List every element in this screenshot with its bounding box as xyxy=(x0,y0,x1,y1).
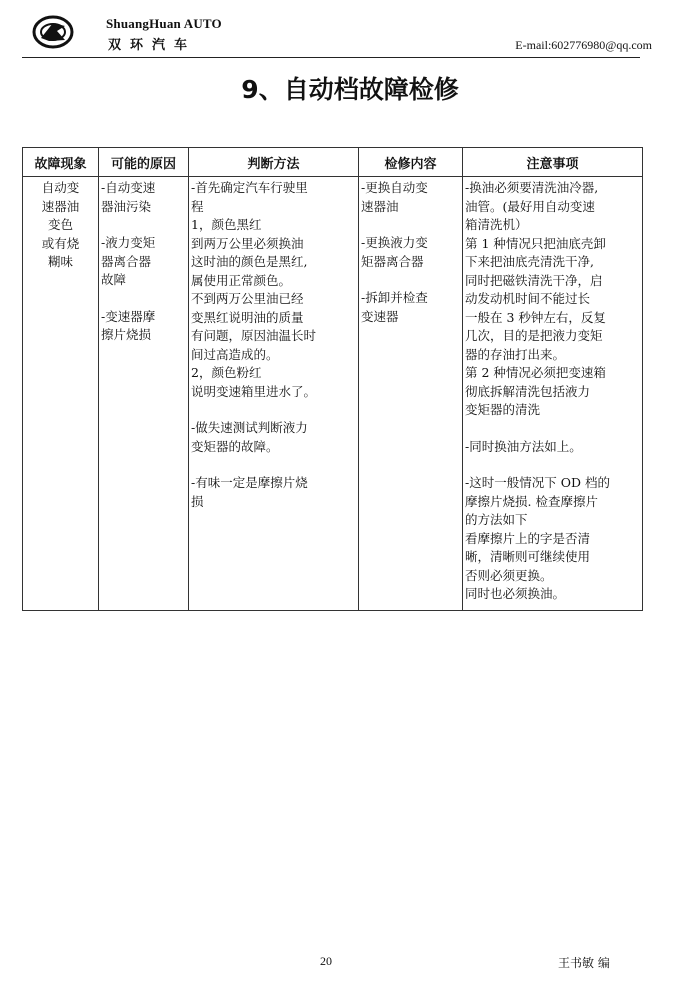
cause-line: 器油污染 xyxy=(101,198,152,214)
method-line: 变矩器的故障。 xyxy=(191,438,279,454)
cause-line: 器离合器 xyxy=(101,253,152,269)
symptom-line: 或有烧 xyxy=(41,235,80,251)
header-method: 判断方法 xyxy=(189,148,359,177)
method-line: 说明变速箱里进水了。 xyxy=(191,383,317,399)
repair-line: -更换自动变 xyxy=(361,180,428,195)
contact-email: E-mail:602776980@qq.com xyxy=(515,38,652,52)
header-repair: 检修内容 xyxy=(359,148,463,177)
notes-line: 几次，目的是把液力变矩 xyxy=(465,328,603,343)
header-notes: 注意事项 xyxy=(463,148,643,177)
line-gap xyxy=(189,456,358,474)
notes-line: 第 2 种情况必须把变速箱 xyxy=(465,365,606,380)
method-line: 损 xyxy=(191,493,204,509)
notes-line: 第 1 种情况只把油底壳卸 xyxy=(465,235,606,251)
repair-cell xyxy=(359,177,463,611)
cause-cell xyxy=(99,177,189,611)
method-line: 这时油的颜色是黑红, xyxy=(191,254,308,269)
notes-cell xyxy=(463,177,643,611)
symptom-line: 糊味 xyxy=(47,254,73,269)
method-cell xyxy=(189,177,359,611)
brand-name-english: ShuangHuan AUTO xyxy=(106,16,222,31)
symptom-line: 变色 xyxy=(47,217,73,232)
author-credit: 王书敏 编 xyxy=(558,956,610,970)
shuanghuan-logo-icon xyxy=(32,14,74,50)
notes-line: 下来把油底壳清洗干净, xyxy=(465,254,594,269)
line-gap xyxy=(359,216,462,234)
notes-line: 同时把磁铁清洗干净，启 xyxy=(465,272,603,288)
notes-line: -换油必须要清洗油冷器, xyxy=(465,180,599,195)
header-cause: 可能的原因 xyxy=(99,148,189,177)
page-title: 9、自动档故障检修 xyxy=(241,75,459,104)
notes-line: -同时换油方法如上。 xyxy=(465,438,582,454)
line-gap xyxy=(359,271,462,289)
line-gap xyxy=(99,290,188,308)
notes-line: 变矩器的清洗 xyxy=(465,402,541,417)
cause-line: -变速器摩 xyxy=(101,308,156,324)
method-line: 变黑红说明油的质量 xyxy=(191,309,304,325)
repair-line: -拆卸并检查 xyxy=(361,290,428,305)
notes-line: 一般在 3 秒钟左右，反复 xyxy=(465,309,606,325)
line-gap xyxy=(463,420,642,438)
notes-line: 油管。(最好用自动变速 xyxy=(465,198,595,214)
method-line: 间过高造成的。 xyxy=(191,346,279,362)
repair-line: 速器油 xyxy=(361,198,399,214)
brand-name-chinese: 双环汽车 xyxy=(108,38,197,53)
header-symptom: 故障现象 xyxy=(23,148,99,177)
cause-line: 故障 xyxy=(101,272,127,287)
notes-line: -这时一般情况下 OD 档的 xyxy=(465,475,610,490)
method-line: -有味一定是摩擦片烧 xyxy=(191,475,308,490)
method-line: -做失速测试判断液力 xyxy=(191,420,308,435)
header-divider xyxy=(22,57,640,58)
line-gap xyxy=(189,401,358,419)
line-gap xyxy=(99,216,188,234)
notes-line: 看摩擦片上的字是否清 xyxy=(465,530,591,546)
cause-line: 擦片烧损 xyxy=(101,327,152,342)
method-line: 不到两万公里油已经 xyxy=(191,291,304,306)
line-gap xyxy=(463,456,642,474)
notes-line: 彻底拆解清洗包括液力 xyxy=(465,383,591,399)
page-header xyxy=(22,10,678,56)
method-line: -首先确定汽车行驶里 xyxy=(191,180,308,195)
notes-line: 箱清洗机） xyxy=(465,217,528,232)
cause-line: -自动变速 xyxy=(101,180,156,195)
cause-line: -液力变矩 xyxy=(101,235,156,250)
notes-line: 同时也必须换油。 xyxy=(465,586,566,601)
notes-line: 动发动机时间不能过长 xyxy=(465,291,591,306)
repair-line: 矩器离合器 xyxy=(361,253,424,269)
notes-line: 器的存油打出来。 xyxy=(465,346,566,362)
method-line: 1，颜色黑红 xyxy=(191,217,262,232)
table-row xyxy=(23,177,643,611)
method-line: 程 xyxy=(191,198,204,214)
notes-line: 否则必须更换。 xyxy=(465,567,553,583)
method-line: 2，颜色粉红 xyxy=(191,365,262,380)
symptom-cell xyxy=(23,177,99,611)
repair-line: -更换液力变 xyxy=(361,235,428,250)
method-line: 属使用正常颜色。 xyxy=(191,272,292,288)
notes-line: 晰，清晰则可继续使用 xyxy=(465,549,591,564)
repair-line: 变速器 xyxy=(361,308,399,324)
table-header-row xyxy=(23,148,643,177)
page-number: 20 xyxy=(320,954,332,968)
symptom-line: 速器油 xyxy=(41,198,80,214)
symptom-line: 自动变 xyxy=(41,180,80,195)
method-line: 有问题，原因油温长时 xyxy=(191,328,317,343)
notes-line: 的方法如下 xyxy=(465,512,528,527)
method-line: 到两万公里必须换油 xyxy=(191,235,304,251)
notes-line: 摩擦片烧损. 检查摩擦片 xyxy=(465,493,598,509)
fault-table xyxy=(22,147,643,611)
